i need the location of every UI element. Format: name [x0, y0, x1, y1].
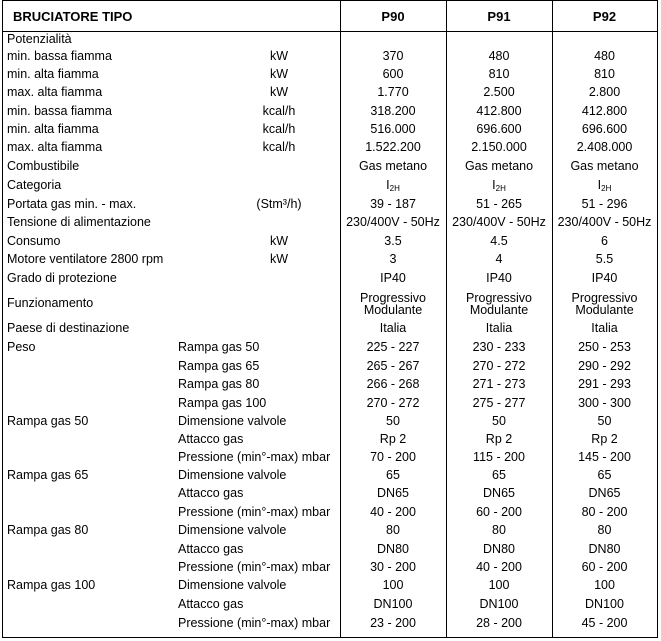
row-parameter-label: Paese di destinazione	[7, 320, 130, 335]
value-cell-p92: 80 - 200	[581, 504, 628, 519]
table-row	[3, 357, 657, 375]
value-cell-p92: 2.800	[588, 85, 621, 99]
value-cell-p90: 3.5	[384, 233, 402, 248]
row-sub-label: Pressione (min°-max) mbar	[178, 559, 331, 574]
value-cell-p90: 40 - 200	[370, 504, 416, 519]
row-unit: (Stm³/h)	[256, 196, 302, 211]
row-parameter-label: Funzionamento	[7, 296, 94, 310]
value-cell-p90: IP40	[380, 270, 406, 285]
value-cell-p92: 2.408.000	[576, 140, 633, 154]
row-parameter-label: Grado di protezione	[7, 270, 117, 285]
row-sub-label: Dimensione valvole	[178, 413, 287, 428]
value-cell-p90: DN80	[377, 541, 409, 556]
value-cell-p90: 270 - 272	[366, 395, 420, 410]
value-cell-p91: 810	[488, 66, 510, 81]
value-cell-p90: 23 - 200	[370, 615, 416, 630]
value-cell-p92: 6	[601, 233, 608, 248]
value-cell-p90: Gas metano	[358, 159, 428, 173]
row-parameter-label: Consumo	[7, 233, 61, 248]
value-cell-p91: 51 - 265	[476, 196, 522, 211]
row-unit: kcal/h	[262, 121, 296, 136]
value-cell-p92: 100	[594, 578, 615, 592]
table-row	[3, 430, 657, 448]
row-unit	[239, 319, 319, 337]
value-cell-p91: Rp 2	[485, 431, 513, 446]
row-parameter-label: Peso	[7, 339, 36, 354]
value-cell-p91: IP40	[486, 270, 512, 285]
row-parameter-label: Rampa gas 65	[7, 467, 89, 482]
row-parameter-label: Portata gas min. - max.	[7, 196, 137, 211]
row-unit: kcal/h	[262, 140, 296, 154]
value-cell-p90: 39 - 187	[370, 196, 416, 211]
value-cell-p91: DN100	[479, 596, 519, 611]
value-cell-p92: 810	[594, 66, 615, 81]
value-cell-p90: 1.770	[377, 85, 409, 99]
row-unit	[239, 213, 319, 232]
value-cell-p90: 318.200	[370, 103, 416, 118]
value-cell-p92: DN100	[585, 596, 624, 611]
value-cell-p92: 65	[597, 467, 612, 482]
row-unit	[239, 448, 319, 466]
header-row	[3, 1, 657, 31]
row-unit	[239, 540, 319, 558]
table-row	[3, 484, 657, 503]
row-sub-label: Dimensione valvole	[178, 578, 287, 592]
column-divider	[340, 1, 341, 637]
value-cell-p92: DN80	[588, 541, 621, 556]
value-cell-p90: 600	[382, 66, 404, 81]
row-unit: kW	[269, 85, 289, 99]
row-parameter-label: Tensione di alimentazione	[7, 215, 151, 229]
value-cell-p91: 80	[492, 523, 506, 537]
value-cell-p91: DN80	[483, 541, 515, 556]
value-cell-p92: 45 - 200	[581, 615, 628, 630]
value-cell-p91: 60 - 200	[476, 504, 522, 519]
value-cell-p92: 291 - 293	[578, 377, 631, 391]
value-cell-p91: I 2H	[492, 178, 506, 193]
value-cell-p91: 4.5	[490, 233, 508, 248]
value-cell-p92: IP40	[591, 270, 618, 285]
value-cell-p90: DN65	[377, 486, 409, 500]
value-cell-p91: 696.600	[476, 121, 522, 136]
table-row	[3, 268, 657, 288]
value-cell-p92: 230/400V - 50Hz	[557, 215, 652, 229]
table-row	[3, 157, 657, 176]
value-cell-p92: Italia	[591, 320, 618, 335]
value-cell-p91: 115 - 200	[473, 449, 525, 464]
header-model-p90: P90	[381, 8, 405, 24]
table-row	[3, 83, 657, 102]
value-cell-p91: 65	[492, 467, 506, 482]
value-cell-p91: 270 - 272	[472, 358, 526, 373]
value-cell-p90: DN100	[373, 596, 413, 611]
table-row	[3, 176, 657, 195]
value-cell-p92: DN65	[588, 486, 621, 500]
value-cell-p91: DN65	[483, 486, 515, 500]
value-cell-p91: 2.150.000	[471, 140, 527, 154]
value-cell-p91	[446, 31, 552, 47]
row-parameter-label: Combustibile	[7, 159, 80, 173]
row-unit	[239, 466, 319, 484]
row-sub-label: Rampa gas 50	[178, 339, 260, 354]
value-cell-p90: 3	[389, 251, 397, 266]
row-unit: kW	[269, 48, 289, 63]
table-row	[3, 102, 657, 120]
value-cell-p92: 696.600	[581, 121, 628, 136]
table-row	[3, 337, 657, 357]
row-unit	[239, 157, 319, 176]
table-row	[3, 521, 657, 540]
row-unit: kW	[269, 66, 289, 81]
row-parameter-label: min. alta fiamma	[7, 121, 99, 136]
row-unit: kW	[269, 251, 289, 266]
row-parameter-label: Rampa gas 80	[7, 523, 89, 537]
row-sub-label: Pressione (min°-max) mbar	[178, 504, 331, 519]
value-cell-p92	[552, 31, 657, 47]
table-row	[3, 576, 657, 595]
value-cell-p92: 145 - 200	[578, 449, 631, 464]
row-parameter-label: Motore ventilatore 2800 rpm	[7, 251, 164, 266]
row-unit	[239, 521, 319, 540]
header-model-p91: P91	[487, 8, 511, 24]
value-cell-p90: 516.000	[370, 121, 416, 136]
row-unit	[239, 288, 319, 319]
value-cell-p90: Italia	[379, 320, 407, 335]
table-row	[3, 448, 657, 466]
value-cell-p92: 300 - 300	[578, 395, 631, 410]
row-sub-label: Rampa gas 65	[178, 358, 260, 373]
row-unit	[239, 357, 319, 375]
value-cell-p90: 266 - 268	[366, 377, 420, 391]
row-unit	[239, 558, 319, 576]
value-cell-p90: Rp 2	[379, 431, 407, 446]
table-row	[3, 558, 657, 576]
value-cell-p92: I 2H	[597, 178, 612, 193]
table-row	[3, 595, 657, 613]
value-cell-p92: 480	[594, 48, 615, 63]
table-row	[3, 47, 657, 65]
value-cell-p91: 100	[488, 578, 510, 592]
table-row	[3, 232, 657, 250]
value-cell-p91: 4	[495, 251, 503, 266]
row-parameter-label: max. alta fiamma	[7, 140, 103, 154]
value-cell-p91: 28 - 200	[476, 615, 522, 630]
table-row	[3, 138, 657, 157]
table-row	[3, 466, 657, 484]
row-sub-label: Attacco gas	[178, 431, 244, 446]
value-cell-p91: 412.800	[476, 103, 522, 118]
row-parameter-label: Potenzialità	[7, 31, 72, 46]
value-cell-p90: 370	[382, 48, 404, 63]
value-cell-p92: Progressivo Modulante	[571, 290, 638, 317]
value-cell-p91: Gas metano	[464, 159, 534, 173]
row-unit	[239, 337, 319, 357]
value-cell-p90: 50	[386, 413, 400, 428]
table-row	[3, 31, 657, 47]
value-cell-p90: Progressivo Modulante	[360, 290, 426, 317]
value-cell-p90: 230/400V - 50Hz	[346, 215, 440, 229]
value-cell-p91: 2.500	[483, 85, 515, 99]
row-unit: kcal/h	[262, 103, 296, 118]
table-row	[3, 65, 657, 83]
row-sub-label: Attacco gas	[178, 541, 244, 556]
row-unit	[239, 394, 319, 412]
table-row	[3, 195, 657, 213]
value-cell-p90	[340, 31, 446, 47]
row-parameter-label: min. bassa fiamma	[7, 48, 112, 63]
value-cell-p90: 1.522.200	[365, 140, 421, 154]
value-cell-p91: 230 - 233	[472, 339, 526, 354]
table-row	[3, 288, 657, 319]
row-parameter-label: Rampa gas 50	[7, 413, 89, 428]
value-cell-p92: 51 - 296	[581, 196, 628, 211]
table-row	[3, 613, 657, 633]
value-cell-p90: 70 - 200	[370, 449, 416, 464]
table-row	[3, 213, 657, 232]
value-cell-p91: 230/400V - 50Hz	[452, 215, 546, 229]
value-cell-p91: 40 - 200	[476, 559, 522, 574]
value-cell-p90: 100	[382, 578, 404, 592]
row-parameter-label: Categoria	[7, 178, 62, 192]
value-cell-p90: 80	[386, 523, 400, 537]
row-sub-label: Attacco gas	[178, 486, 244, 500]
row-sub-label: Rampa gas 100	[178, 395, 267, 410]
row-unit	[239, 595, 319, 613]
table-row	[3, 319, 657, 337]
row-unit	[239, 484, 319, 503]
value-cell-p91: 271 - 273	[472, 377, 526, 391]
table-row	[3, 250, 657, 268]
row-parameter-label: Rampa gas 100	[7, 578, 96, 592]
value-cell-p92: 412.800	[581, 103, 628, 118]
row-unit	[239, 430, 319, 448]
table-row	[3, 120, 657, 138]
value-cell-p91: Progressivo Modulante	[466, 290, 532, 317]
row-parameter-label: min. alta fiamma	[7, 66, 99, 81]
value-cell-p92: 250 - 253	[578, 339, 631, 354]
row-sub-label: Pressione (min°-max) mbar	[178, 449, 331, 464]
value-cell-p90: I 2H	[386, 178, 400, 193]
row-sub-label: Dimensione valvole	[178, 523, 287, 537]
row-parameter-label: min. bassa fiamma	[7, 103, 112, 118]
row-sub-label: Attacco gas	[178, 596, 244, 611]
column-divider	[446, 1, 447, 637]
value-cell-p90: 265 - 267	[366, 358, 420, 373]
spec-table	[2, 0, 658, 638]
value-cell-p90: 225 - 227	[366, 339, 420, 354]
column-divider	[552, 1, 553, 637]
row-sub-label: Pressione (min°-max) mbar	[178, 615, 331, 630]
row-parameter-label: max. alta fiamma	[7, 85, 103, 99]
value-cell-p91: Italia	[485, 320, 513, 335]
header-model-p92: P92	[592, 8, 617, 24]
row-unit	[239, 576, 319, 595]
row-sub-label: Dimensione valvole	[178, 467, 287, 482]
row-unit	[239, 412, 319, 430]
row-unit	[239, 503, 319, 521]
row-unit	[239, 31, 319, 47]
value-cell-p92: 290 - 292	[578, 358, 631, 373]
value-cell-p91: 275 - 277	[472, 395, 526, 410]
value-cell-p92: 50	[597, 413, 612, 428]
value-cell-p91: 480	[488, 48, 510, 63]
table-row	[3, 540, 657, 558]
value-cell-p92: 5.5	[595, 251, 614, 266]
value-cell-p92: 80	[597, 523, 612, 537]
value-cell-p90: 65	[386, 467, 400, 482]
value-cell-p92: 60 - 200	[581, 559, 628, 574]
table-row	[3, 412, 657, 430]
table-row	[3, 503, 657, 521]
value-cell-p92: Rp 2	[591, 431, 618, 446]
row-unit	[239, 176, 319, 195]
row-unit: kW	[269, 233, 289, 248]
row-unit	[239, 613, 319, 633]
value-cell-p90: 30 - 200	[370, 559, 416, 574]
row-sub-label: Rampa gas 80	[178, 377, 260, 391]
value-cell-p91: 50	[492, 413, 506, 428]
row-unit	[239, 268, 319, 288]
header-title: BRUCIATORE TIPO	[13, 8, 133, 24]
value-cell-p92: Gas metano	[570, 159, 639, 173]
table-row	[3, 394, 657, 412]
row-unit	[239, 375, 319, 394]
table-row	[3, 375, 657, 394]
